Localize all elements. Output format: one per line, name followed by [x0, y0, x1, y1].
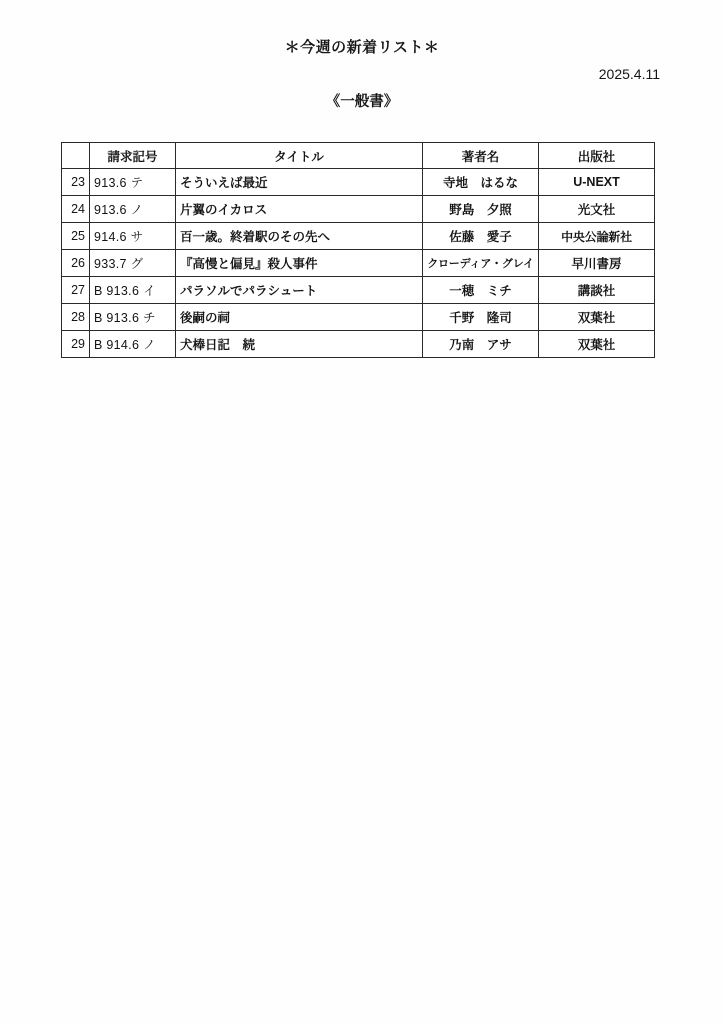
table-body [62, 169, 655, 358]
cell-no: 26 [62, 250, 90, 277]
cell-call-number: 914.6 サ [90, 223, 176, 250]
cell-author: 寺地 はるな [423, 169, 539, 196]
document-date: 2025.4.11 [598, 66, 660, 82]
column-header-publisher: 出版社 [539, 143, 655, 169]
cell-call-number: B 913.6 チ [90, 304, 176, 331]
cell-author: 佐藤 愛子 [423, 223, 539, 250]
cell-no: 27 [62, 277, 90, 304]
cell-publisher: 双葉社 [539, 331, 655, 358]
section-subtitle: 《一般書》 [325, 94, 399, 110]
cell-publisher: U-NEXT [539, 169, 655, 196]
cell-call-number: B 914.6 ノ [90, 331, 176, 358]
table-row [62, 223, 655, 250]
cell-no: 24 [62, 196, 90, 223]
table-header-row [62, 143, 655, 169]
cell-author: 一穂 ミチ [423, 277, 539, 304]
table-row [62, 304, 655, 331]
column-header-author: 著者名 [423, 143, 539, 169]
cell-publisher: 中央公論新社 [539, 223, 655, 250]
cell-title: 『高慢と偏見』殺人事件 [176, 250, 423, 277]
column-header-call-number: 請求記号 [90, 143, 176, 169]
cell-author: 野島 夕照 [423, 196, 539, 223]
cell-title: そういえば最近 [176, 169, 423, 196]
cell-title: 後嗣の祠 [176, 304, 423, 331]
cell-author: クローディア・グレイ [423, 250, 539, 277]
cell-publisher: 双葉社 [539, 304, 655, 331]
cell-publisher: 講談社 [539, 277, 655, 304]
cell-no: 23 [62, 169, 90, 196]
cell-call-number: B 913.6 イ [90, 277, 176, 304]
table-row [62, 169, 655, 196]
cell-title: パラソルでパラシュート [176, 277, 423, 304]
table-row [62, 196, 655, 223]
cell-no: 25 [62, 223, 90, 250]
cell-no: 29 [62, 331, 90, 358]
cell-call-number: 913.6 テ [90, 169, 176, 196]
table-row [62, 277, 655, 304]
table-header [62, 143, 655, 169]
cell-author: 千野 隆司 [423, 304, 539, 331]
column-header-title: タイトル [176, 143, 423, 169]
cell-call-number: 933.7 グ [90, 250, 176, 277]
cell-title: 百一歳。終着駅のその先へ [176, 223, 423, 250]
column-header-no [62, 143, 90, 169]
cell-title: 犬棒日記 続 [176, 331, 423, 358]
table-row [62, 250, 655, 277]
cell-call-number: 913.6 ノ [90, 196, 176, 223]
booklist-table-container [61, 142, 654, 358]
cell-publisher: 光文社 [539, 196, 655, 223]
cell-author: 乃南 アサ [423, 331, 539, 358]
table-row [62, 331, 655, 358]
page-title: ＊今週の新着リスト＊ [284, 39, 440, 56]
cell-no: 28 [62, 304, 90, 331]
cell-title: 片翼のイカロス [176, 196, 423, 223]
booklist-table [61, 142, 655, 358]
cell-publisher: 早川書房 [539, 250, 655, 277]
